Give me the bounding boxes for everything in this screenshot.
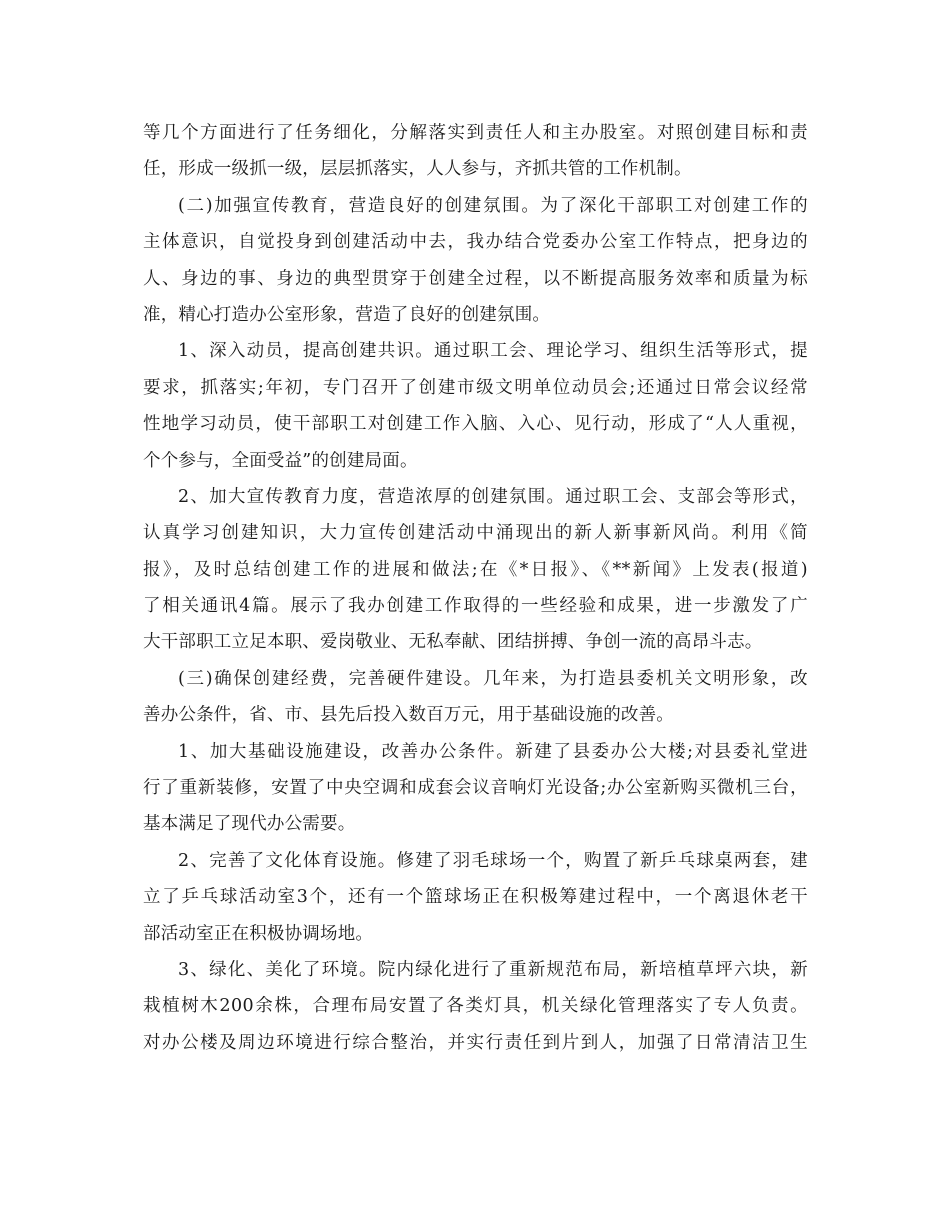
text-line-content: 2、完善了文化体育设施。修建了羽毛球场一个，购置了新乒乓球桌两套，建 <box>178 850 808 871</box>
text-line-content: 个个参与，全面受益”的创建局面。 <box>143 450 418 471</box>
text-line-content: 人、身边的事、身边的典型贯穿于创建全过程，以不断提高服务效率和质量为标 <box>143 268 808 289</box>
text-line-content: 等几个方面进行了任务细化，分解落实到责任人和主办股室。对照创建目标和责 <box>143 123 808 143</box>
text-line-content: 要求，抓落实;年初，专门召开了创建市级文明单位动员会;还通过日常会议经常 <box>143 377 808 398</box>
text-line <box>143 916 808 952</box>
text-line <box>143 188 808 224</box>
text-line <box>143 552 808 588</box>
text-line-content: 大干部职工立足本职、爱岗敬业、无私奉献、团结拼搏、争创一流的高昂斗志。 <box>143 632 763 653</box>
text-line-content: 了相关通讯4篇。展示了我办创建工作取得的一些经验和成果，进一步激发了广 <box>143 596 808 617</box>
text-line-content: 2、加大宣传教育力度，营造浓厚的创建氛围。通过职工会、支部会等形式， <box>178 486 808 507</box>
text-line <box>143 588 808 624</box>
text-line <box>143 988 808 1024</box>
text-line <box>143 515 808 551</box>
text-line-content: 对办公楼及周边环境进行综合整治，并实行责任到片到人，加强了日常清洁卫生 <box>143 1032 808 1053</box>
text-line <box>143 879 808 915</box>
text-line-content: 立了乒乓球活动室3个，还有一个篮球场正在积极筹建过程中，一个离退休老干 <box>143 887 808 908</box>
text-line <box>143 115 808 151</box>
text-line <box>143 333 808 369</box>
text-line <box>143 443 808 479</box>
text-line-content: 基本满足了现代办公需要。 <box>143 814 356 835</box>
text-line-content: 3、绿化、美化了环境。院内绿化进行了重新规范布局，新培植草坪六块，新 <box>178 959 808 980</box>
text-line <box>143 406 808 442</box>
text-line-content: 主体意识，自觉投身到创建活动中去，我办结合党委办公室工作特点，把身边的 <box>143 232 808 253</box>
text-line <box>143 479 808 515</box>
text-line-content: (三)确保创建经费，完善硬件建设。几年来，为打造县委机关文明形象，改 <box>178 668 808 689</box>
text-line <box>143 151 808 187</box>
text-line-content: 善办公条件，省、市、县先后投入数百万元，用于基础设施的改善。 <box>143 705 674 726</box>
text-line-content: 部活动室正在积极协调场地。 <box>143 923 374 944</box>
text-line <box>143 770 808 806</box>
text-line-content: (二)加强宣传教育，营造良好的创建氛围。为了深化干部职工对创建工作的 <box>178 195 808 216</box>
text-line-content: 性地学习动员，使干部职工对创建工作入脑、入心、见行动，形成了“人人重视， <box>143 414 808 435</box>
text-line-content: 栽植树木200余株，合理布局安置了各类灯具，机关绿化管理落实了专人负责。 <box>143 996 808 1017</box>
document-body <box>143 115 808 1061</box>
text-line <box>143 806 808 842</box>
text-line <box>143 661 808 697</box>
text-line-content: 1、深入动员，提高创建共识。通过职工会、理论学习、组织生活等形式，提 <box>178 341 808 362</box>
text-line <box>143 261 808 297</box>
text-line-content: 认真学习创建知识，大力宣传创建活动中涌现出的新人新事新风尚。利用《简 <box>143 523 808 544</box>
text-line <box>143 297 808 333</box>
text-line <box>143 843 808 879</box>
text-line <box>143 1025 808 1061</box>
text-line-content: 1、加大基础设施建设，改善办公条件。新建了县委办公大楼;对县委礼堂进 <box>178 741 808 762</box>
text-line-content: 报》，及时总结创建工作的进展和做法;在《*日报》、《**新闻》上发表(报道) <box>143 559 808 580</box>
text-line <box>143 624 808 660</box>
text-line-content: 任，形成一级抓一级，层层抓落实，人人参与，齐抓共管的工作机制。 <box>143 159 692 180</box>
text-line <box>143 224 808 260</box>
text-line <box>143 370 808 406</box>
text-line-content: 行了重新装修，安置了中央空调和成套会议音响灯光设备;办公室新购买微机三台， <box>143 778 808 799</box>
text-line <box>143 697 808 733</box>
text-line-content: 准，精心打造办公室形象，营造了良好的创建氛围。 <box>143 304 551 325</box>
text-line <box>143 952 808 988</box>
text-line <box>143 734 808 770</box>
